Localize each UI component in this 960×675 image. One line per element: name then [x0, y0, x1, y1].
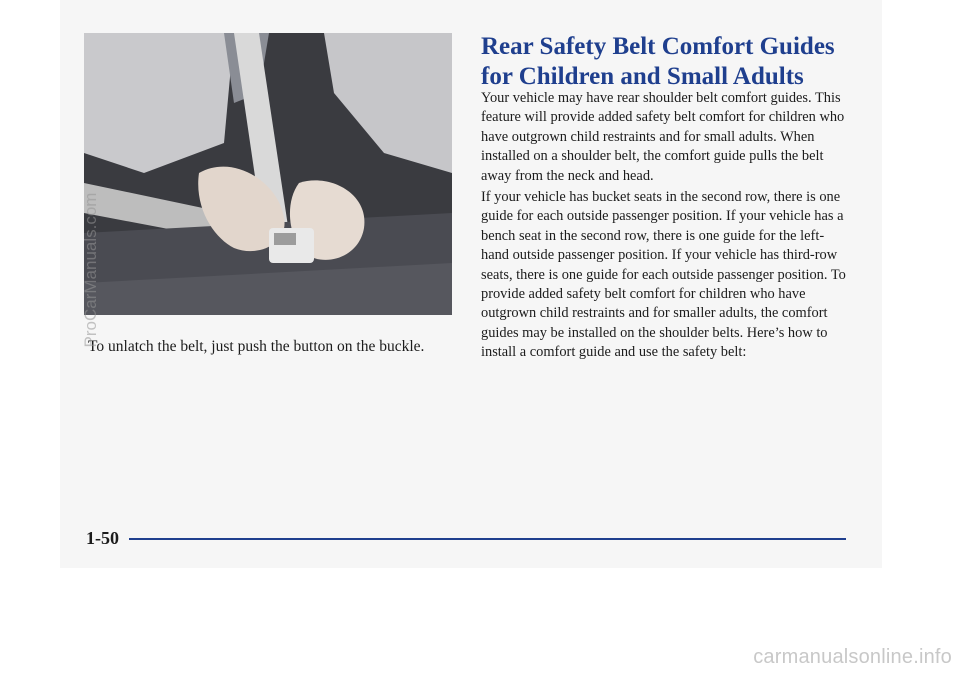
- site-watermark: carmanualsonline.info: [753, 646, 952, 668]
- paragraph-2: If your vehicle has bucket seats in the second row, there is one guide for each outside passenger position. If your vehicle has a bench seat in the second row, there is one guide for the left-hand outside passenger position. If your vehicle has third-row seats, there is one guide for each outside passenger position. To provide added safety belt comfort for children who have outgrown child restraints and for smaller adults, the comfort guides may be installed on the shoulder belts. Here’s how to install a comfort guide and use the safety belt:: [481, 189, 846, 361]
- paragraph-1: Your vehicle may have rear shoulder belt comfort guides. This feature will provide added safety belt comfort for children who have outgrown child restraints and for small adults. When installed on a shoulder belt, the comfort guide pulls the belt away from the neck and head.: [481, 90, 845, 184]
- watermark-text: ProCarManuals.com: [81, 192, 100, 348]
- photo-caption: To unlatch the belt, just push the button on the buckle.: [88, 338, 425, 355]
- section-title: Rear Safety Belt Comfort Guides for Children and Small Adults: [481, 33, 835, 90]
- watermark: [78, 170, 104, 370]
- photo-illustration: [84, 33, 452, 315]
- page-number: 1-50: [86, 528, 119, 548]
- footer-rule: [129, 538, 846, 540]
- seat-belt-buckle-photo: [84, 33, 452, 315]
- page-footer: [86, 527, 846, 551]
